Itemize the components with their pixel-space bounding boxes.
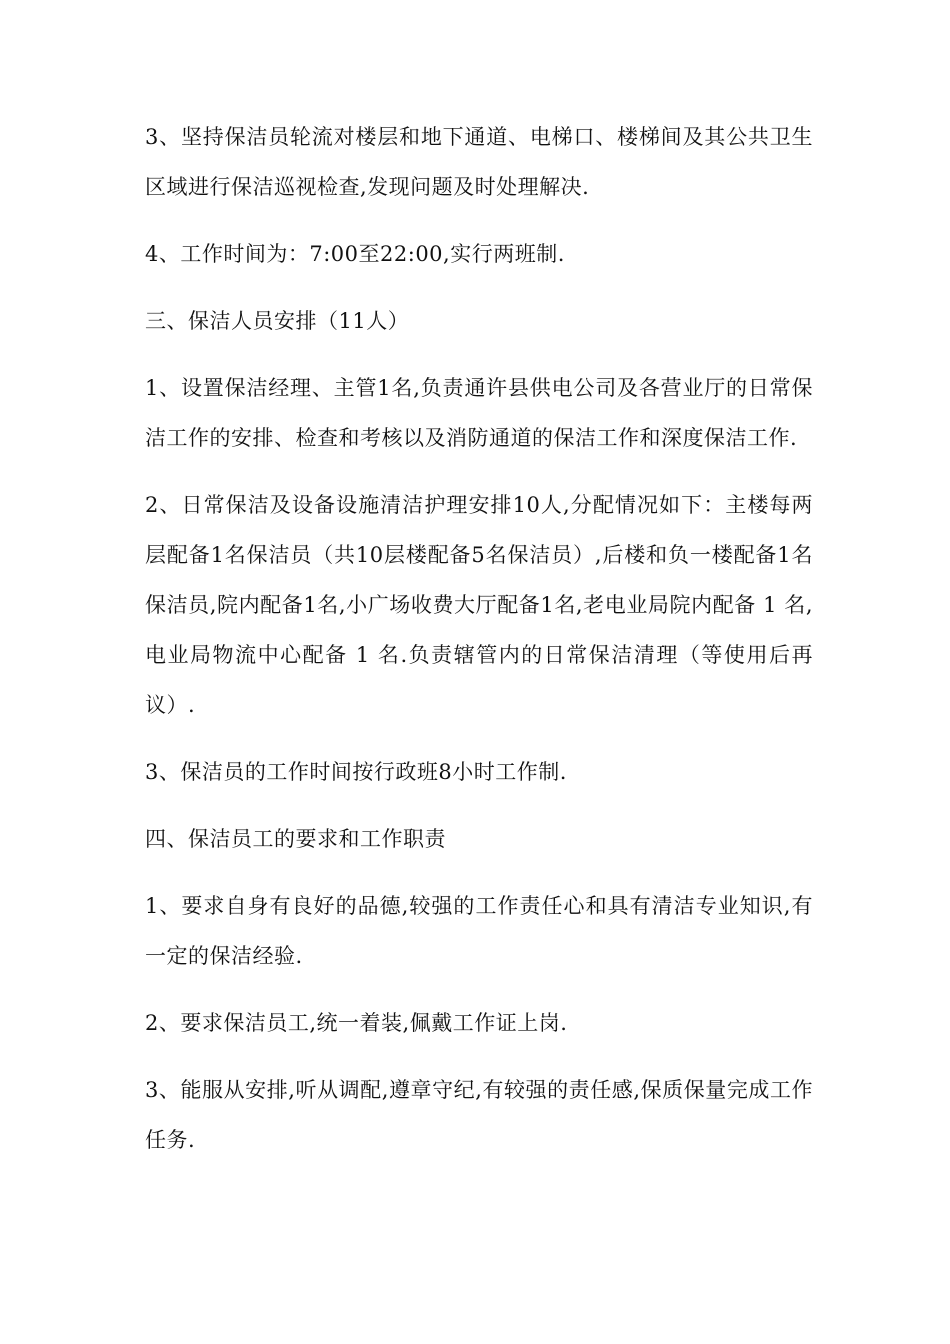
paragraph-duty-qualities: 1、要求自身有良好的品德,较强的工作责任心和具有清洁专业知识,有一定的保洁经验. — [145, 894, 813, 968]
paragraph-staffing-manager: 1、设置保洁经理、主管1名,负责通许县供电公司及各营业厅的日常保洁工作的安排、检查和考核以及消防通道的保洁工作和深度保洁工作. — [145, 376, 813, 450]
paragraph-item-3-patrol: 3、坚持保洁员轮流对楼层和地下通道、电梯口、楼梯间及其公共卫生区域进行保洁巡视检查,发现问题及时处理解决. — [145, 125, 813, 199]
document-body — [145, 112, 813, 1182]
paragraph-staffing-worktime: 3、保洁员的工作时间按行政班8小时工作制. — [145, 760, 567, 784]
section-heading-staffing: 三、保洁人员安排（11人） — [145, 309, 410, 333]
paragraph-duty-uniform: 2、要求保洁员工,统一着装,佩戴工作证上岗. — [145, 1011, 568, 1035]
paragraph-item-4-hours: 4、工作时间为：7:00至22:00,实行两班制. — [145, 242, 565, 266]
paragraph-duty-obedience: 3、能服从安排,听从调配,遵章守纪,有较强的责任感,保质保量完成工作任务. — [145, 1078, 813, 1152]
paragraph-staffing-allocation: 2、日常保洁及设备设施清洁护理安排10人,分配情况如下：主楼每两层配备1名保洁员（共10层楼配备5名保洁员）,后楼和负一楼配备1名保洁员,院内配备1名,小广场收费大厅配备1名,老电业局院内配备 1 名,电业局物流中心配备 1 名.负责辖管内的日常保洁清理（等使用后再议）. — [145, 493, 813, 717]
section-heading-duties: 四、保洁员工的要求和工作职责 — [145, 827, 446, 851]
